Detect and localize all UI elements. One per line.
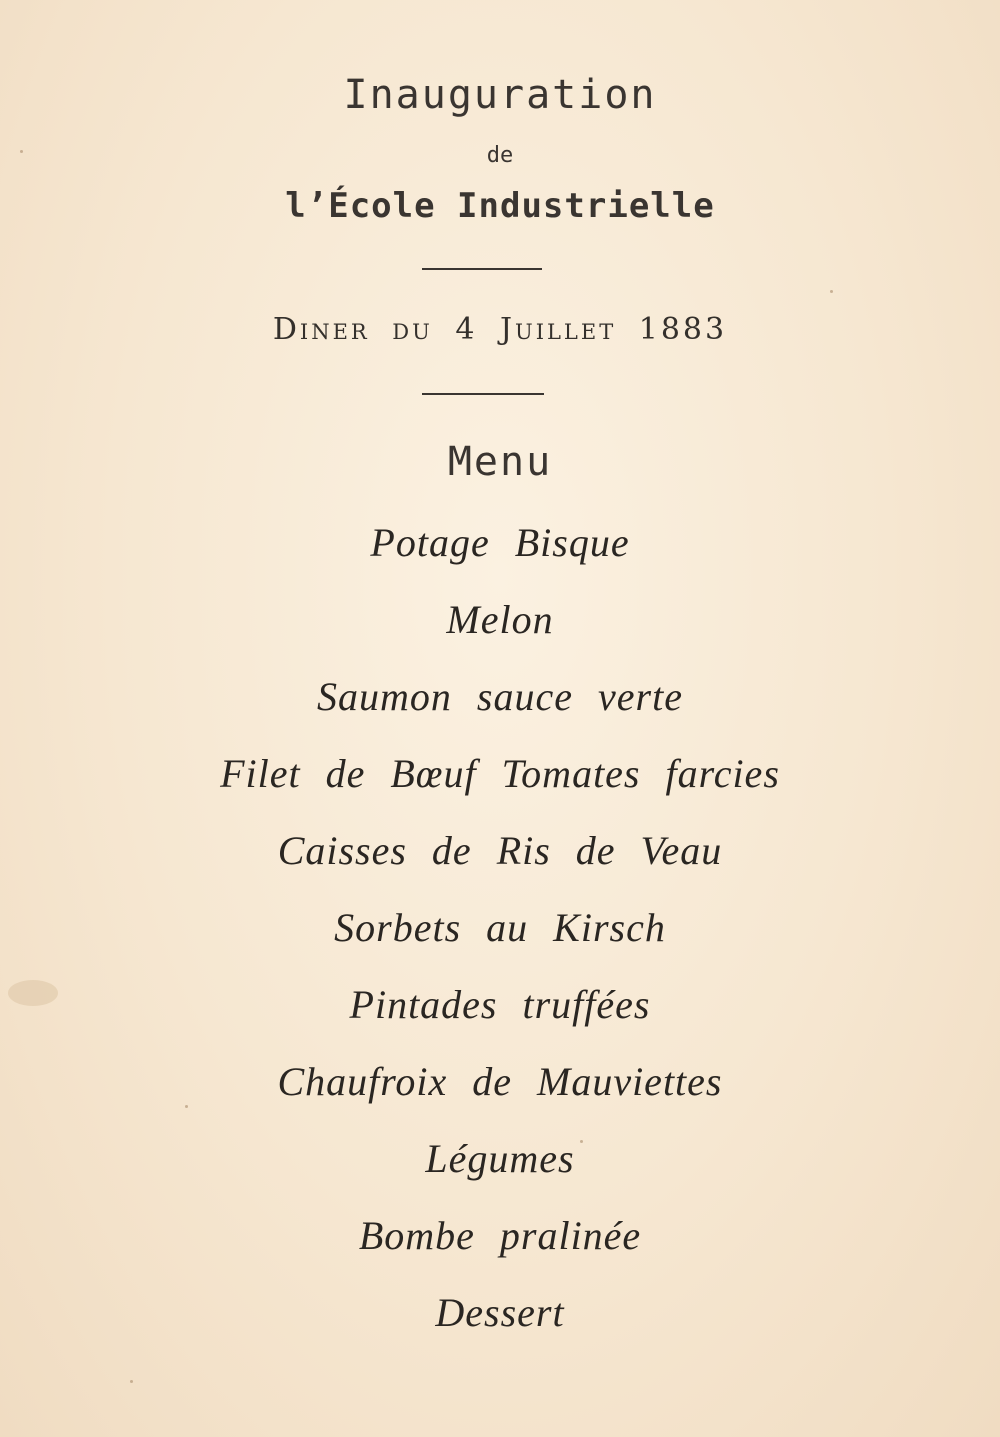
menu-item: Pintades truffées — [349, 982, 651, 1027]
title-connector: de — [486, 143, 514, 168]
menu-item: Légumes — [425, 1136, 575, 1181]
paper-speck — [130, 1380, 133, 1383]
page-title: Inauguration — [343, 72, 657, 118]
menu-item: Bombe pralinée — [358, 1213, 642, 1258]
divider — [422, 393, 544, 395]
menu-item: Chaufroix de Mauviettes — [277, 1059, 723, 1104]
menu-item: Filet de Bœuf Tomates farcies — [220, 751, 780, 796]
institution-name: l’École Industrielle — [285, 186, 715, 226]
menu-item: Potage Bisque — [370, 520, 630, 565]
menu-list — [0, 516, 1000, 1363]
menu-item: Dessert — [435, 1290, 565, 1335]
menu-heading: Menu — [447, 439, 553, 485]
menu-item: Saumon sauce verte — [317, 674, 683, 719]
paper-speck — [830, 290, 833, 293]
menu-item: Sorbets au Kirsch — [334, 905, 666, 950]
event-subtitle: Diner du 4 Juillet 1883 — [272, 312, 728, 347]
menu-item: Melon — [446, 597, 554, 642]
menu-item: Caisses de Ris de Veau — [277, 828, 723, 873]
divider — [422, 268, 542, 270]
